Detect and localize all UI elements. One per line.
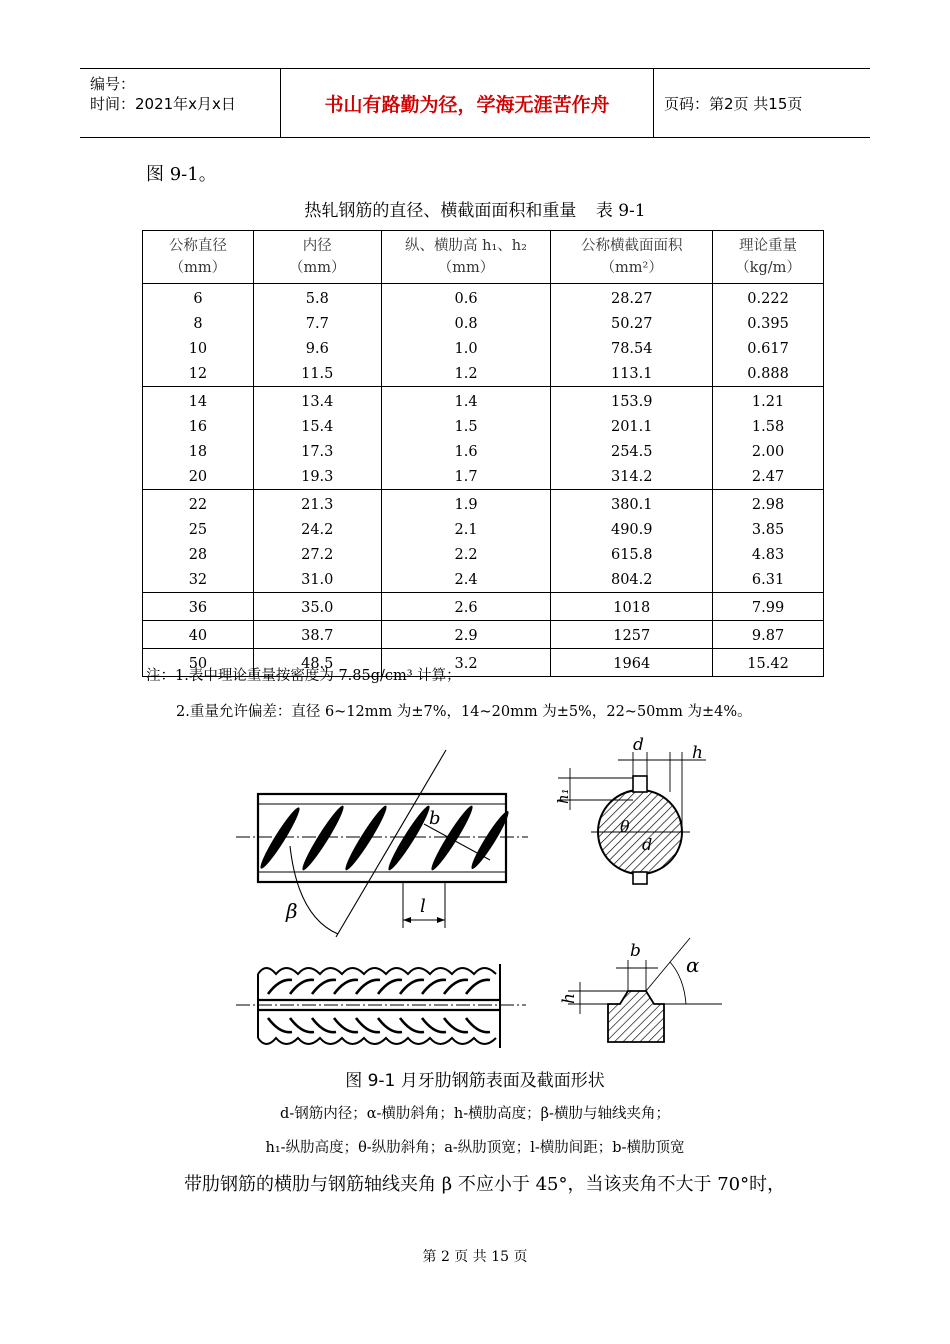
table-cell: 24.2 — [253, 517, 381, 542]
note-1: 注：1.表中理论重量按密度为 7.85g/cm³ 计算； — [146, 668, 461, 684]
label-h1: h₁ — [554, 788, 572, 804]
table-cell: 15.4 — [253, 414, 381, 439]
table-cell: 1.9 — [381, 490, 551, 518]
label-h-top: h — [692, 743, 703, 763]
table-cell: 0.395 — [713, 311, 824, 336]
table-cell: 0.617 — [713, 336, 824, 361]
table-cell: 314.2 — [551, 464, 713, 490]
label-alpha: α — [686, 953, 700, 977]
label-beta: β — [286, 899, 298, 923]
table-row — [143, 490, 824, 518]
column-header-line: （mm） — [437, 260, 495, 276]
table-cell: 0.222 — [713, 284, 824, 312]
table-cell: 3.85 — [713, 517, 824, 542]
table-cell: 40 — [143, 621, 254, 649]
table-cell: 38.7 — [253, 621, 381, 649]
table-cell: 6.31 — [713, 567, 824, 593]
table-cell: 2.9 — [381, 621, 551, 649]
table-cell: 2.4 — [381, 567, 551, 593]
column-header — [143, 231, 254, 284]
table-cell: 4.83 — [713, 542, 824, 567]
table-cell: 11.5 — [253, 361, 381, 387]
column-header-line: 内径 — [302, 238, 332, 254]
column-header-line: 公称直径 — [168, 238, 227, 254]
table-cell: 35.0 — [253, 593, 381, 621]
label-b: b — [429, 808, 441, 829]
table-cell: 1.7 — [381, 464, 551, 490]
table-row — [143, 336, 824, 361]
table-cell: 2.1 — [381, 517, 551, 542]
page-header — [80, 68, 870, 138]
column-header-line: 理论重量 — [739, 238, 798, 254]
table-row — [143, 621, 824, 649]
table-cell: 1.2 — [381, 361, 551, 387]
table-cell: 113.1 — [551, 361, 713, 387]
table-cell: 28.27 — [551, 284, 713, 312]
table-row — [143, 542, 824, 567]
rebar-figure — [228, 732, 728, 1057]
table-cell: 10 — [143, 336, 254, 361]
column-header-line: （mm） — [289, 260, 346, 276]
table-cell: 490.9 — [551, 517, 713, 542]
note-2: 2.重量允许偏差：直径 6~12mm 为±7%，14~20mm 为±5%，22~50mm 为±4%。 — [176, 704, 752, 720]
column-header-line: （mm） — [169, 260, 227, 276]
table-cell: 1018 — [551, 593, 713, 621]
table-cell: 36 — [143, 593, 254, 621]
table-row — [143, 439, 824, 464]
table-cell: 7.7 — [253, 311, 381, 336]
table-cell: 380.1 — [551, 490, 713, 518]
header-page-label: 页码：第2页 共15页 — [664, 94, 803, 113]
rebar-surface-view — [236, 964, 526, 1048]
table-title-line — [0, 196, 950, 221]
label-d-top: d — [633, 735, 644, 755]
table-cell: 254.5 — [551, 439, 713, 464]
table-row — [143, 361, 824, 387]
table-cell: 50.27 — [551, 311, 713, 336]
table-cell: 3.2 — [381, 649, 551, 677]
table-cell: 32 — [143, 567, 254, 593]
table-cell: 16 — [143, 414, 254, 439]
table-header-row — [143, 231, 824, 284]
table-row — [143, 593, 824, 621]
table-body — [143, 284, 824, 677]
table-row — [143, 567, 824, 593]
rebar-cross-section — [554, 735, 706, 884]
table-row — [143, 517, 824, 542]
table-cell: 1257 — [551, 621, 713, 649]
table-cell: 1.21 — [713, 387, 824, 415]
figure-legend-2: h₁-纵肋高度；θ-纵肋斜角；a-纵肋顶宽；l-横肋间距；b-横肋顶宽 — [265, 1140, 685, 1156]
table-cell: 5.8 — [253, 284, 381, 312]
label-l: l — [420, 896, 426, 917]
table-cell: 22 — [143, 490, 254, 518]
table-cell: 27.2 — [253, 542, 381, 567]
table-cell: 0.888 — [713, 361, 824, 387]
table-cell: 1.4 — [381, 387, 551, 415]
rebar-side-view — [236, 750, 528, 937]
table-row — [143, 387, 824, 415]
label-h-bottom: h — [559, 993, 579, 1004]
table-cell: 50 — [143, 649, 254, 677]
column-header — [713, 231, 824, 284]
table-cell: 9.6 — [253, 336, 381, 361]
table-cell: 615.8 — [551, 542, 713, 567]
number-label: 编号： — [90, 75, 136, 93]
table-cell: 18 — [143, 439, 254, 464]
figure-reference: 图 9-1。 — [146, 164, 217, 185]
table-cell: 25 — [143, 517, 254, 542]
body-paragraph: 带肋钢筋的横肋与钢筋轴线夹角 β 不应小于 45°，当该夹角不大于 70°时， — [184, 1174, 786, 1195]
table-cell: 2.98 — [713, 490, 824, 518]
table-cell: 17.3 — [253, 439, 381, 464]
header-info-cell — [80, 69, 281, 137]
column-header — [381, 231, 551, 284]
table-cell: 2.2 — [381, 542, 551, 567]
table-cell: 0.8 — [381, 311, 551, 336]
figure-caption: 图 9-1 月牙肋钢筋表面及截面形状 — [345, 1071, 605, 1091]
table-cell: 13.4 — [253, 387, 381, 415]
table-cell: 8 — [143, 311, 254, 336]
column-header-line: （mm²） — [600, 260, 663, 276]
table-number: 表 9-1 — [595, 201, 646, 221]
page-footer: 第 2 页 共 15 页 — [422, 1249, 528, 1265]
table-cell: 7.99 — [713, 593, 824, 621]
label-b-bottom: b — [630, 941, 641, 961]
table-cell: 804.2 — [551, 567, 713, 593]
table-cell: 1.5 — [381, 414, 551, 439]
table-cell: 14 — [143, 387, 254, 415]
table-cell: 28 — [143, 542, 254, 567]
column-header-line: （kg/m） — [735, 260, 801, 276]
table-cell: 153.9 — [551, 387, 713, 415]
table-row — [143, 311, 824, 336]
column-header-line: 公称横截面面积 — [580, 238, 683, 254]
table-cell: 2.47 — [713, 464, 824, 490]
table-cell: 1.58 — [713, 414, 824, 439]
header-motto: 书山有路勤为径，学海无涯苦作舟 — [281, 69, 654, 137]
label-d-center: d — [642, 835, 653, 854]
table-cell: 0.6 — [381, 284, 551, 312]
rebar-table — [142, 230, 824, 677]
column-header-line: 纵、横肋高 h₁、h₂ — [405, 238, 527, 254]
table-cell: 1.0 — [381, 336, 551, 361]
table-cell: 2.00 — [713, 439, 824, 464]
table-title: 热轧钢筋的直径、横截面面积和重量 — [304, 201, 577, 221]
table-cell: 19.3 — [253, 464, 381, 490]
table-cell: 1964 — [551, 649, 713, 677]
date-label: 时间：2021年x月x日 — [90, 95, 236, 113]
table-cell: 31.0 — [253, 567, 381, 593]
table-cell: 20 — [143, 464, 254, 490]
column-header — [253, 231, 381, 284]
table-cell: 78.54 — [551, 336, 713, 361]
figure-legend-1: d-钢筋内径；α-横肋斜角；h-横肋高度；β-横肋与轴线夹角； — [280, 1106, 670, 1122]
column-header — [551, 231, 713, 284]
table-cell: 9.87 — [713, 621, 824, 649]
table-cell: 2.6 — [381, 593, 551, 621]
table-row — [143, 414, 824, 439]
table-row — [143, 464, 824, 490]
table-cell: 15.42 — [713, 649, 824, 677]
table-row — [143, 284, 824, 312]
label-theta: θ — [620, 817, 630, 836]
table-cell: 21.3 — [253, 490, 381, 518]
table-cell: 48.5 — [253, 649, 381, 677]
table-cell: 12 — [143, 361, 254, 387]
rib-profile — [559, 938, 722, 1042]
table-cell: 6 — [143, 284, 254, 312]
table-cell: 201.1 — [551, 414, 713, 439]
table-cell: 1.6 — [381, 439, 551, 464]
